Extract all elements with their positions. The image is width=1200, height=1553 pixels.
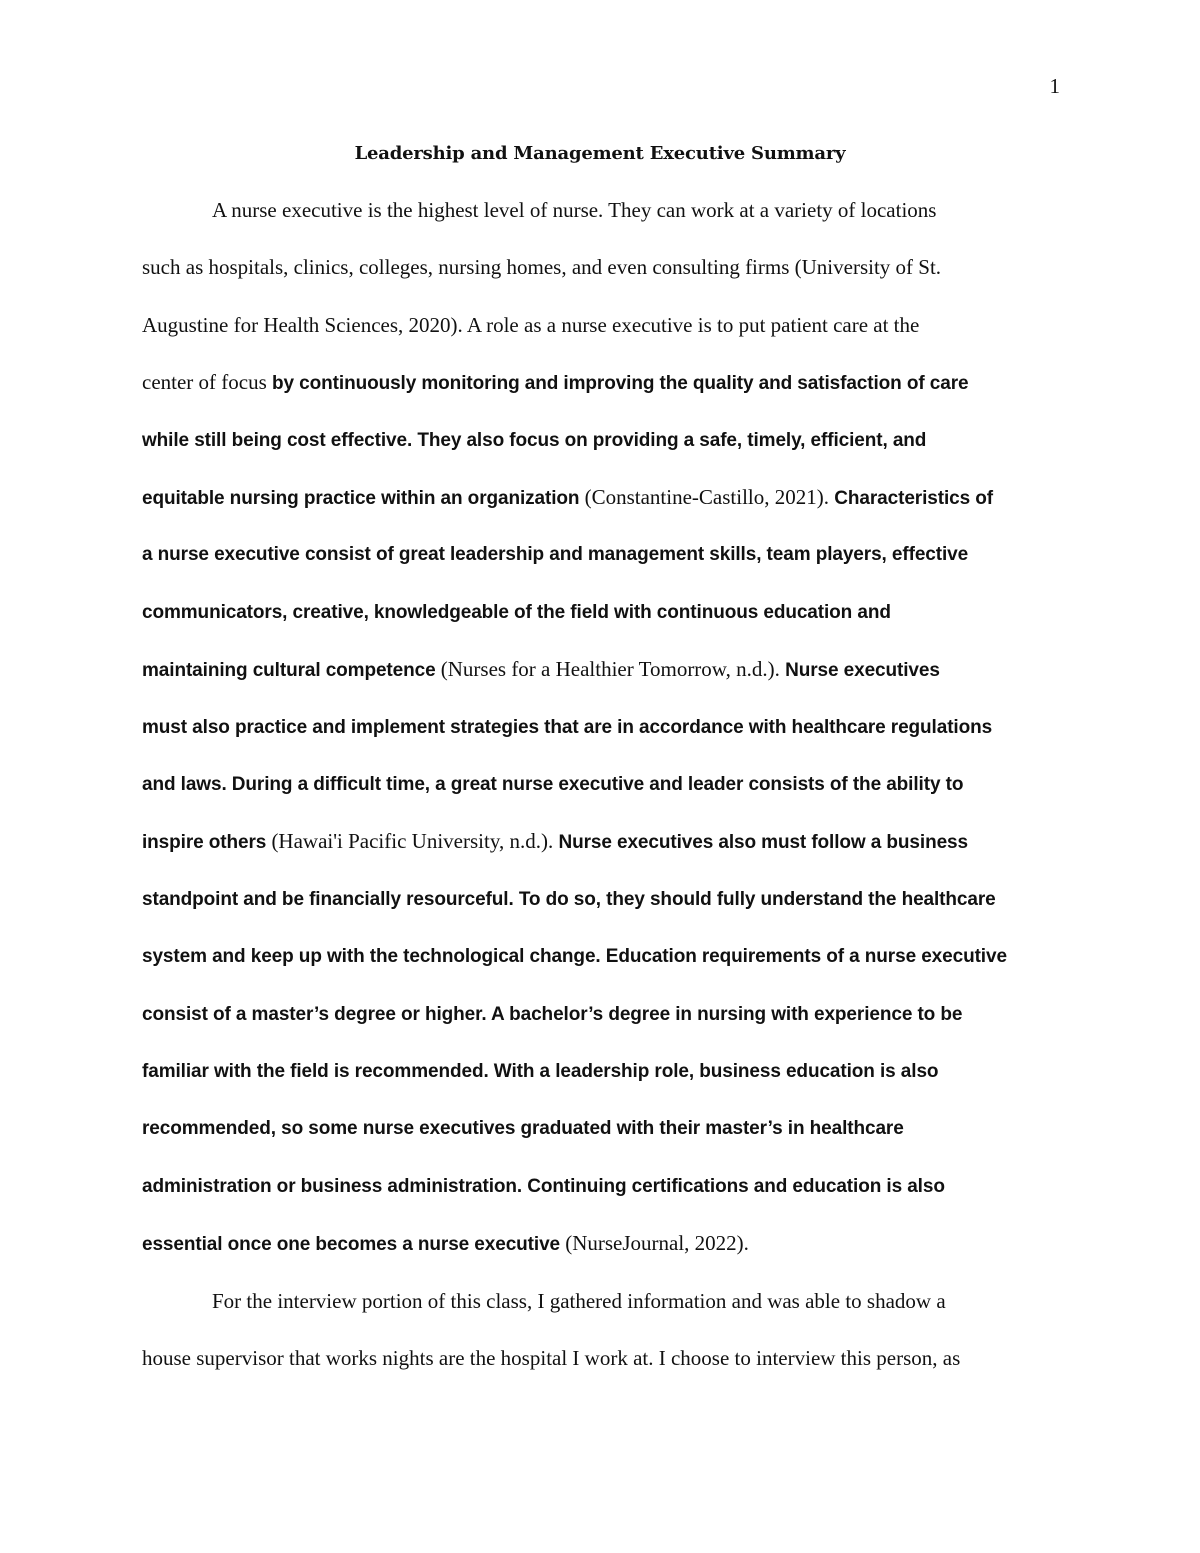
body-line <box>142 253 941 282</box>
body-line <box>142 540 968 569</box>
bold-text-run: system and keep up with the technological change. Education requirements of a nurse executive <box>142 946 1007 967</box>
bold-text-run: Nurse executives also must follow a business <box>558 832 968 853</box>
text-run: (Nurses for a Healthier Tomorrow, n.d.). <box>440 657 786 681</box>
bold-text-run: maintaining cultural competence <box>142 660 441 681</box>
bold-text-run: communicators, creative, knowledgeable of the field with continuous education and <box>142 602 891 623</box>
text-run: Augustine for Health Sciences, 2020). A role as a nurse executive is to put patient care at the <box>142 313 920 337</box>
bold-text-run: must also practice and implement strategies that are in accordance with healthcare regulations <box>142 717 993 738</box>
body-line <box>142 827 968 857</box>
bold-text-run: recommended, so some nurse executives graduated with their master’s in healthcare <box>142 1118 904 1139</box>
bold-text-run: essential once one becomes a nurse executive <box>142 1234 566 1255</box>
body-line <box>212 1287 946 1316</box>
body-line <box>142 1114 904 1143</box>
body-line <box>142 655 940 685</box>
body-line <box>142 1344 960 1373</box>
body-line <box>142 885 996 914</box>
bold-text-run: consist of a master’s degree or higher. A bachelor’s degree in nursing with experience to be <box>142 1004 963 1025</box>
text-run: (Constantine-Castillo, 2021). <box>584 485 835 509</box>
bold-text-run: administration or business administration. Continuing certifications and education is also <box>142 1176 945 1197</box>
bold-text-run: standpoint and be financially resourceful. To do so, they should fully understand the healthcare <box>142 889 996 910</box>
bold-text-run: Nurse executives <box>785 660 940 681</box>
body-line <box>142 598 891 627</box>
body-line <box>142 713 992 742</box>
text-run: house supervisor that works nights are the hospital I work at. I choose to interview this person, as <box>142 1346 961 1370</box>
body-line <box>142 368 968 398</box>
bold-text-run: equitable nursing practice within an organization <box>142 488 585 509</box>
body-line <box>142 426 926 455</box>
document-title: Leadership and Management Executive Summary <box>354 143 846 164</box>
bold-text-run: Characteristics of <box>834 488 993 509</box>
bold-text-run: familiar with the field is recommended. With a leadership role, business education is also <box>142 1061 939 1082</box>
bold-text-run: a nurse executive consist of great leadership and management skills, team players, effective <box>142 544 969 565</box>
bold-text-run: by continuously monitoring and improving the quality and satisfaction of care <box>272 373 969 394</box>
body-line <box>142 1229 749 1259</box>
text-run: (Hawai'i Pacific University, n.d.). <box>271 829 559 853</box>
text-run: A nurse executive is the highest level of nurse. They can work at a variety of locations <box>212 198 937 222</box>
bold-text-run: while still being cost effective. They also focus on providing a safe, timely, efficient, and <box>142 430 927 451</box>
body-line <box>142 483 993 513</box>
bold-text-run: inspire others <box>142 832 272 853</box>
page-number: 1 <box>1049 74 1060 98</box>
body-line <box>142 770 963 799</box>
body-line <box>212 196 936 225</box>
body-line <box>142 942 1007 971</box>
text-run: such as hospitals, clinics, colleges, nursing homes, and even consulting firms (University of St. <box>142 255 942 279</box>
body-line <box>142 311 919 340</box>
text-run: (NurseJournal, 2022). <box>565 1231 749 1255</box>
body-line <box>142 1057 938 1086</box>
text-run: For the interview portion of this class, I gathered information and was able to shadow a <box>212 1289 946 1313</box>
text-run: center of focus <box>142 370 273 394</box>
body-line <box>142 1000 962 1029</box>
bold-text-run: and laws. During a difficult time, a great nurse executive and leader consists of the ability to <box>142 774 964 795</box>
body-line <box>142 1172 945 1201</box>
